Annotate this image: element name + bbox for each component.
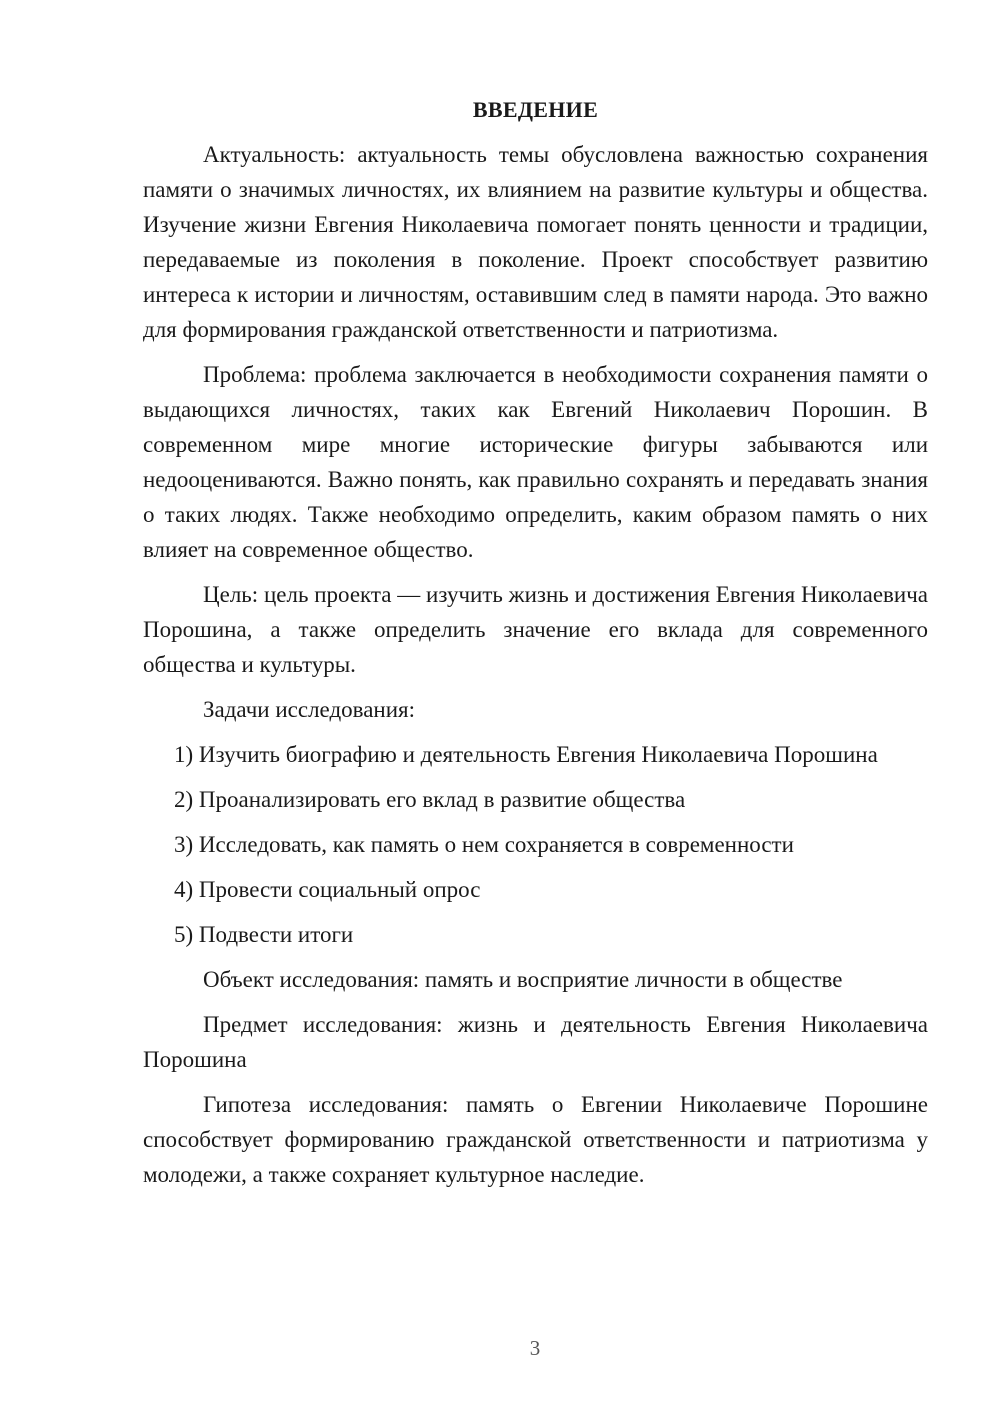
list-item: 3) Исследовать, как память о нем сохраняется в современности [174, 832, 794, 857]
page-number: 3 [529, 1336, 541, 1360]
paragraph-hypothesis: Гипотеза исследования: память о Евгении Николаевиче Порошине способствует формированию гражданской ответственности и патриотизма у молодежи, а также сохраняет культурное наследие. [143, 1092, 928, 1187]
page-title: ВВЕДЕНИЕ [472, 97, 599, 122]
page-content [143, 92, 928, 1192]
tasks-heading: Задачи исследования: [203, 697, 416, 722]
list-item: 1) Изучить биографию и деятельность Евгения Николаевича Порошина [174, 742, 878, 767]
paragraph-object: Объект исследования: память и восприятие личности в обществе [203, 967, 843, 992]
paragraph-subject: Предмет исследования: жизнь и деятельность Евгения Николаевича Порошина [143, 1012, 928, 1072]
paragraph-relevance: Актуальность: актуальность темы обусловлена важностью сохранения памяти о значимых личностях, их влиянием на развитие культуры и общества. Изучение жизни Евгения Николаевича помогает понять ценности и традиции, передаваемые из поколения в поколение. Проект способствует развитию интереса к истории и личностям, оставившим след в памяти народа. Это важно для формирования гражданской ответственности и патриотизма. [143, 142, 928, 342]
list-item: 4) Провести социальный опрос [174, 877, 481, 902]
list-item: 2) Проанализировать его вклад в развитие общества [174, 787, 686, 812]
paragraph-problem: Проблема: проблема заключается в необходимости сохранения памяти о выдающихся личностях, таких как Евгений Николаевич Порошин. В современном мире многие исторические фигуры забываются или недооцениваются. Важно понять, как правильно сохранять и передавать знания о таких людях. Также необходимо определить, каким образом память о них влияет на современное общество. [143, 362, 928, 562]
tasks-list [143, 737, 928, 952]
list-item: 5) Подвести итоги [174, 922, 354, 947]
paragraph-goal: Цель: цель проекта — изучить жизнь и достижения Евгения Николаевича Порошина, а также определить значение его вклада для современного общества и культуры. [143, 582, 928, 677]
